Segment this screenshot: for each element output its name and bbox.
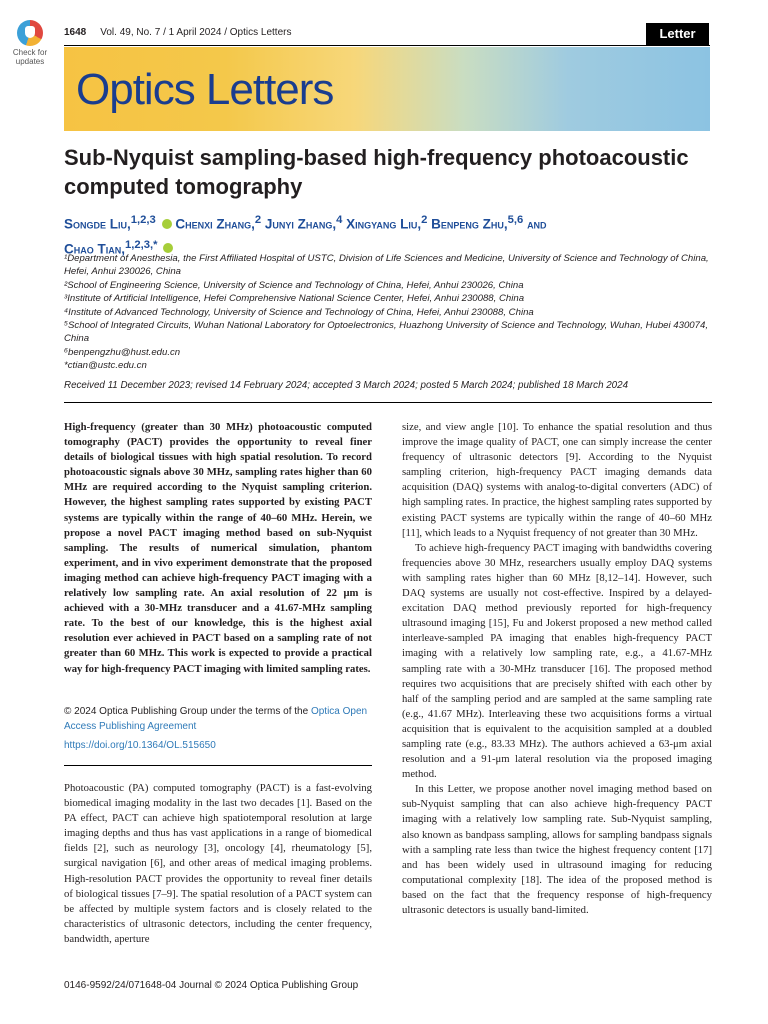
page-number: 1648: [64, 27, 87, 38]
issue-info: Vol. 49, No. 7 / 1 April 2024 / Optics Letters: [100, 27, 292, 38]
doi-link[interactable]: https://doi.org/10.1364/OL.515650: [64, 740, 216, 751]
affiliation-item: ²School of Engineering Science, University of Science and Technology of China, Hefei, Anhui 230026, China: [64, 279, 524, 291]
body-paragraph: size, and view angle [10]. To enhance the spatial resolution and thus improve the image quality of PACT, one can simply increase the center frequency of ultrasonic detectors [9]. According to the Nyquist sampling criterion, high-frequency PACT imaging demands data acquisition (DAQ) systems with analog-to-digital converters (ADC) of high sampling rates. In practice, the highest sampling rates supported by existing PACT systems are typically within the range of 40–60 MHz [11], which leads to a Nyquist frequency of not greater than 30 MHz.: [402, 421, 712, 539]
copyright-text: © 2024 Optica Publishing Group under the terms of the: [64, 706, 309, 717]
affiliation-item: ¹Department of Anesthesia, the First Affiliated Hospital of USTC, Division of Life Sciences and Medicine, University of Science and Technology of China, Hefei, Anhui 230026, China: [64, 253, 709, 278]
author-affiliation-marks: 4: [336, 214, 343, 226]
body-paragraph: Photoacoustic (PA) computed tomography (PACT) is a fast-evolving biomedical imaging modality in the last two decades [1]. Based on the PA effect, PACT can achieve high spatiotemporal resolution at large imaging depths and thus has vast applications in a range of biomedical fields [2], such as neurology [3], oncology [4], rheumatology [5], surgical navigation [6], and other areas of medical imaging problems. High-resolution PACT provides the opportunity to reveal finer details of biological tissues [7–9]. The spatial resolution of a PACT system can be affected by multiple system factors and is closely related to the characteristics of ultrasonic detectors, including the center frequency, bandwidth, aperture: [64, 782, 372, 945]
author-name[interactable]: Benpeng Zhu,: [431, 216, 508, 232]
journal-banner: [64, 47, 710, 131]
affiliation-item: ⁴Institute of Advanced Technology, University of Science and Technology of China, Hefei, Anhui 230088, China: [64, 306, 534, 318]
journal-logo: Optics Letters: [76, 65, 334, 114]
body-column-left: [64, 781, 372, 947]
corresponding-email[interactable]: *ctian@ustc.edu.cn: [64, 360, 147, 372]
article-type-badge: Letter: [646, 23, 709, 45]
body-column-right: [402, 420, 712, 918]
affiliations: [64, 252, 714, 373]
page-footer: 0146-9592/24/071648-04 Journal © 2024 Optica Publishing Group: [64, 980, 359, 991]
affiliation-item: ³Institute of Artificial Intelligence, Hefei Comprehensive National Science Center, Hefei, Anhui 230088, China: [64, 293, 525, 305]
author-name[interactable]: Songde Liu,: [64, 216, 131, 232]
crossmark-icon: [17, 20, 43, 46]
author-affiliation-marks: 1,2,3: [130, 214, 156, 226]
author-affiliation-marks: 5,6: [507, 214, 524, 226]
author-name[interactable]: Chenxi Zhang,: [175, 216, 255, 232]
author-conjunction: and: [527, 216, 547, 232]
affiliation-item: ⁵School of Integrated Circuits, Wuhan National Laboratory for Optoelectronics, Huazhong University of Science and Technology, Wuhan, Hubei 430074, China: [64, 320, 708, 345]
author-name[interactable]: Xingyang Liu,: [346, 216, 422, 232]
check-for-updates-label: Check for updates: [12, 48, 48, 66]
author-name[interactable]: Junyi Zhang,: [264, 216, 337, 232]
body-paragraph: In this Letter, we propose another novel imaging method based on sub-Nyquist sampling that can also achieve high-frequency PACT imaging with a relatively low sampling rate. Sub-Nyquist sampling, also known as bandpass sampling, allows for sampling bandpass signals with a sampling rate less than twice the highest frequency content [17] and has been widely used in ultrasound imaging for reducing computational complexity [18]. The idea of the proposed method is based on the fact that the frequency response of high-frequency ultrasonic detectors is usually band-limited.: [402, 783, 712, 916]
abstract: High-frequency (greater than 30 MHz) photoacoustic computed tomography (PACT) provides the opportunity to reveal finer details of biological tissues with high spatial resolution. To record photoacoustic signals above 30 MHz, sampling rates higher than 60 MHz are required according to the Nyquist sampling criterion. However, the highest sampling rates supported by existing PACT systems are typically within the range of 40–60 MHz. Herein, we propose a novel PACT imaging method based on sub-Nyquist sampling. The results of numerical simulation, phantom experiment, and in vivo experiment demonstrate that the proposed imaging method can achieve high-frequency PACT imaging with a relatively low sampling rate. An axial resolution of 22 μm is achieved with a 30-MHz transducer and a 41.67-MHz sampling rate. To the best of our knowledge, this is the highest axial resolution ever achieved in PACT based on a sampling rate of not greater than 60 MHz. This work is expected to provide a practical way for high-frequency PACT imaging with limited sampling rates.: [64, 421, 372, 675]
author-affiliation-marks: 2: [421, 214, 428, 226]
license-link[interactable]: Optica Open Access Publishing Agreement: [64, 706, 368, 732]
body-paragraph: To achieve high-frequency PACT imaging with bandwidths covering frequencies above 30 MHz, researchers usually employ DAQ systems with sampling rates higher than 60 MHz [8,12–14]. However, such DAQ systems are usually not cost-effective. Inspired by a delayed-excitation DAQ method previously reported for high-frequency ultrasound imaging [15], Fu and Jokerst proposed a new method called interleave-sampled PA imaging that enables high-frequency PACT imaging with a relatively low sampling rate, e.g., a 41.67-MHz sampling rate with a 30-MHz transducer [16]. The proposed method requires two acquisitions that are precisely shifted with each other by half of the sampling period and are sampled at the same sampling rate (e.g., 41.67 MHz). Interleaving these two acquisitions forms a virtual acquisition that is equivalent to the acquisition sampled at a doubled sampling rate (e.g., 83.33 MHz). The authors achieved a 63-μm axial resolution and a 91-μm lateral resolution via the proposed imaging method.: [402, 541, 712, 781]
copyright-notice: [64, 704, 374, 734]
header-divider: [64, 45, 710, 46]
abstract-divider: [64, 765, 372, 766]
section-divider: [64, 402, 712, 403]
author-name[interactable]: Chao Tian,: [64, 241, 125, 256]
paper-title: Sub-Nyquist sampling-based high-frequency photoacoustic computed tomography: [64, 145, 689, 199]
check-for-updates-badge[interactable]: [10, 20, 50, 66]
author-affiliation-marks: 1,2,3,*: [125, 238, 158, 251]
orcid-icon[interactable]: [162, 219, 172, 229]
corresponding-email[interactable]: ⁶benpengzhu@hust.edu.cn: [64, 346, 181, 358]
publication-history: Received 11 December 2023; revised 14 February 2024; accepted 3 March 2024; posted 5 March 2024; published 18 March 2024: [64, 380, 629, 391]
page-header: [64, 27, 291, 38]
author-affiliation-marks: 2: [254, 214, 262, 226]
